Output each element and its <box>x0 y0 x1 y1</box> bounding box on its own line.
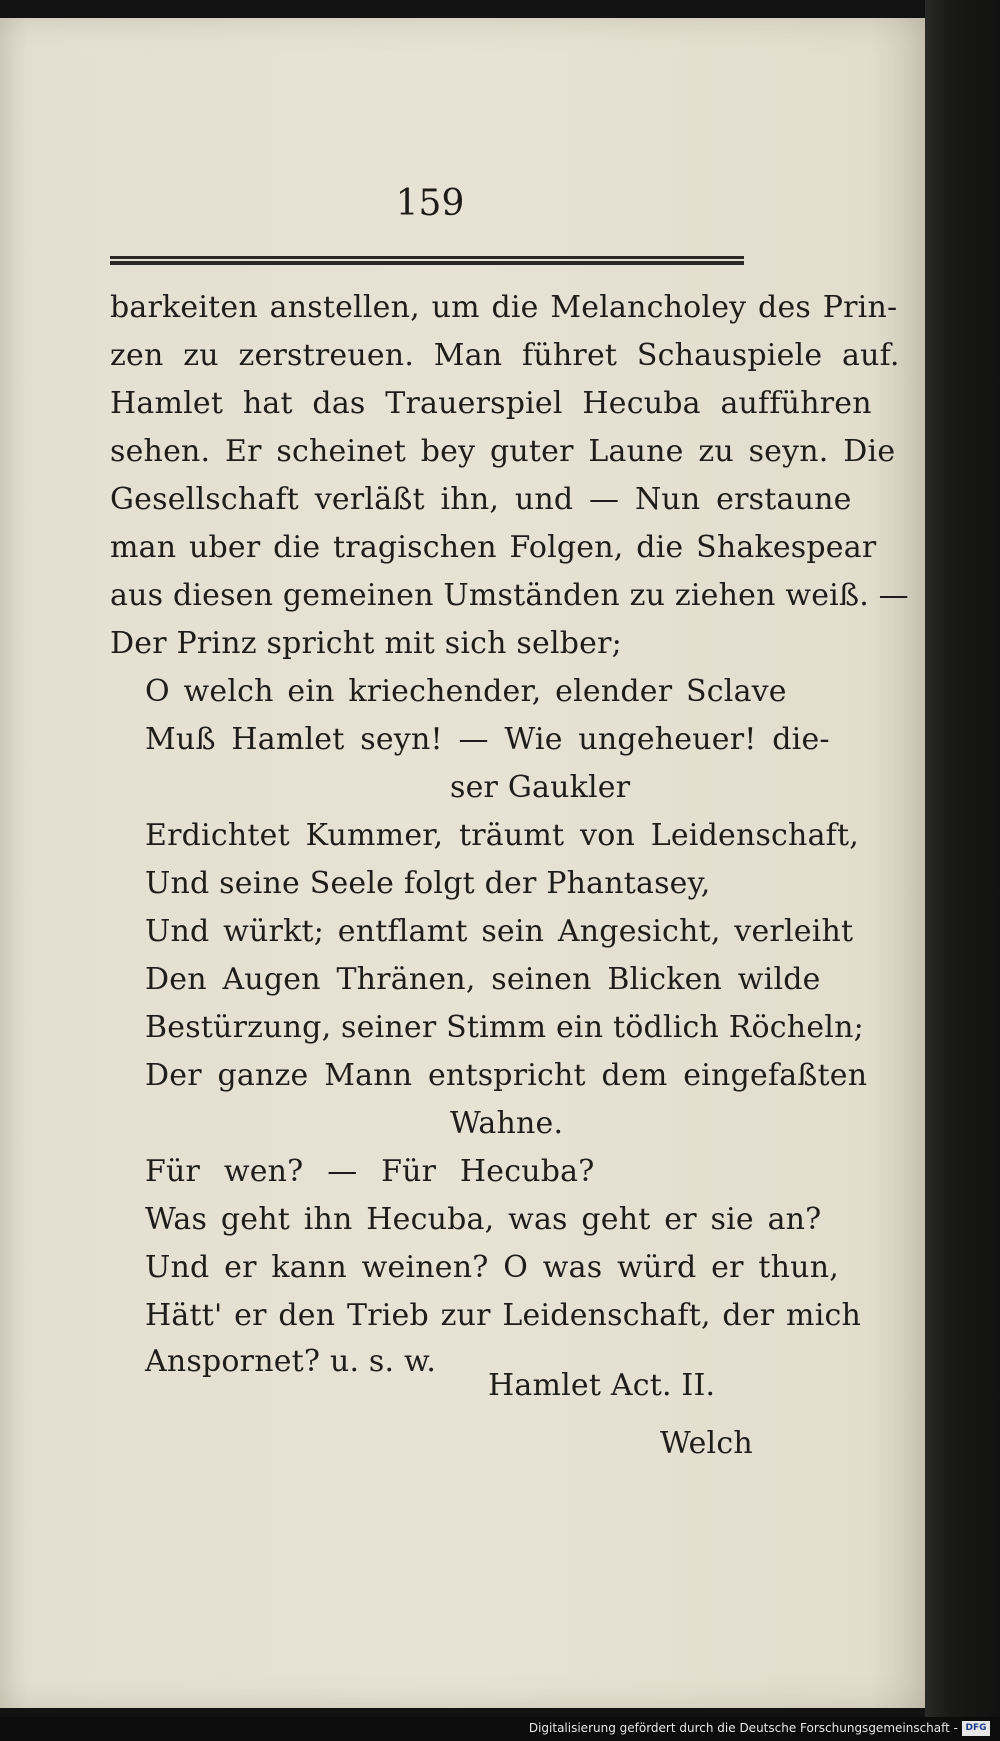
text-line: Der Prinz spricht mit sich selber; <box>110 626 622 661</box>
verse-line: Und seine Seele folgt der Phantasey, <box>145 866 711 901</box>
source-citation: Hamlet Act. II. <box>488 1368 716 1403</box>
text-line: sehen. Er scheinet bey guter Laune zu seyn. Die <box>110 434 896 469</box>
text-line: aus diesen gemeinen Umständen zu ziehen weiß. — <box>110 578 909 613</box>
text-line: Gesellschaft verläßt ihn, und — Nun erstaune <box>110 482 852 517</box>
text-line: Hamlet hat das Trauerspiel Hecuba aufführen <box>110 386 872 421</box>
verse-line: Was geht ihn Hecuba, was geht er sie an? <box>145 1202 822 1237</box>
scan-edge <box>925 0 1000 1741</box>
verse-line: Der ganze Mann entspricht dem eingefaßten <box>145 1058 868 1093</box>
verse-line: O welch ein kriechender, elender Sclave <box>145 674 787 709</box>
verse-line: Bestürzung, seiner Stimm ein tödlich Röcheln; <box>145 1010 864 1045</box>
verse-line: Und würkt; entflamt sein Angesicht, verleiht <box>145 914 854 949</box>
dfg-logo: DFG <box>962 1721 990 1736</box>
text-line: zen zu zerstreuen. Man führet Schauspiele auf. <box>110 338 900 373</box>
text-line: barkeiten anstellen, um die Melancholey des Prin- <box>110 290 898 325</box>
text-line: man uber die tragischen Folgen, die Shakespear <box>110 530 877 565</box>
verse-line: Für wen? — Für Hecuba? <box>145 1154 595 1189</box>
verse-line: Und er kann weinen? O was würd er thun, <box>145 1250 839 1285</box>
book-page <box>0 18 927 1708</box>
header-rule <box>110 256 744 265</box>
verse-line: Hätt' er den Trieb zur Leidenschaft, der mich <box>145 1298 862 1333</box>
verse-line-continuation: Wahne. <box>450 1106 564 1141</box>
page-number: 159 <box>395 183 465 224</box>
catchword: Welch <box>660 1426 753 1461</box>
verse-line: Anspornet? u. s. w. <box>145 1344 437 1379</box>
verse-line: Erdichtet Kummer, träumt von Leidenschaft, <box>145 818 859 853</box>
verse-line: Muß Hamlet seyn! — Wie ungeheuer! die- <box>145 722 830 757</box>
verse-line: Den Augen Thränen, seinen Blicken wilde <box>145 962 821 997</box>
verse-line-continuation: ser Gaukler <box>450 770 631 805</box>
funding-notice: Digitalisierung gefördert durch die Deutsche Forschungsgemeinschaft - <box>528 1721 958 1735</box>
